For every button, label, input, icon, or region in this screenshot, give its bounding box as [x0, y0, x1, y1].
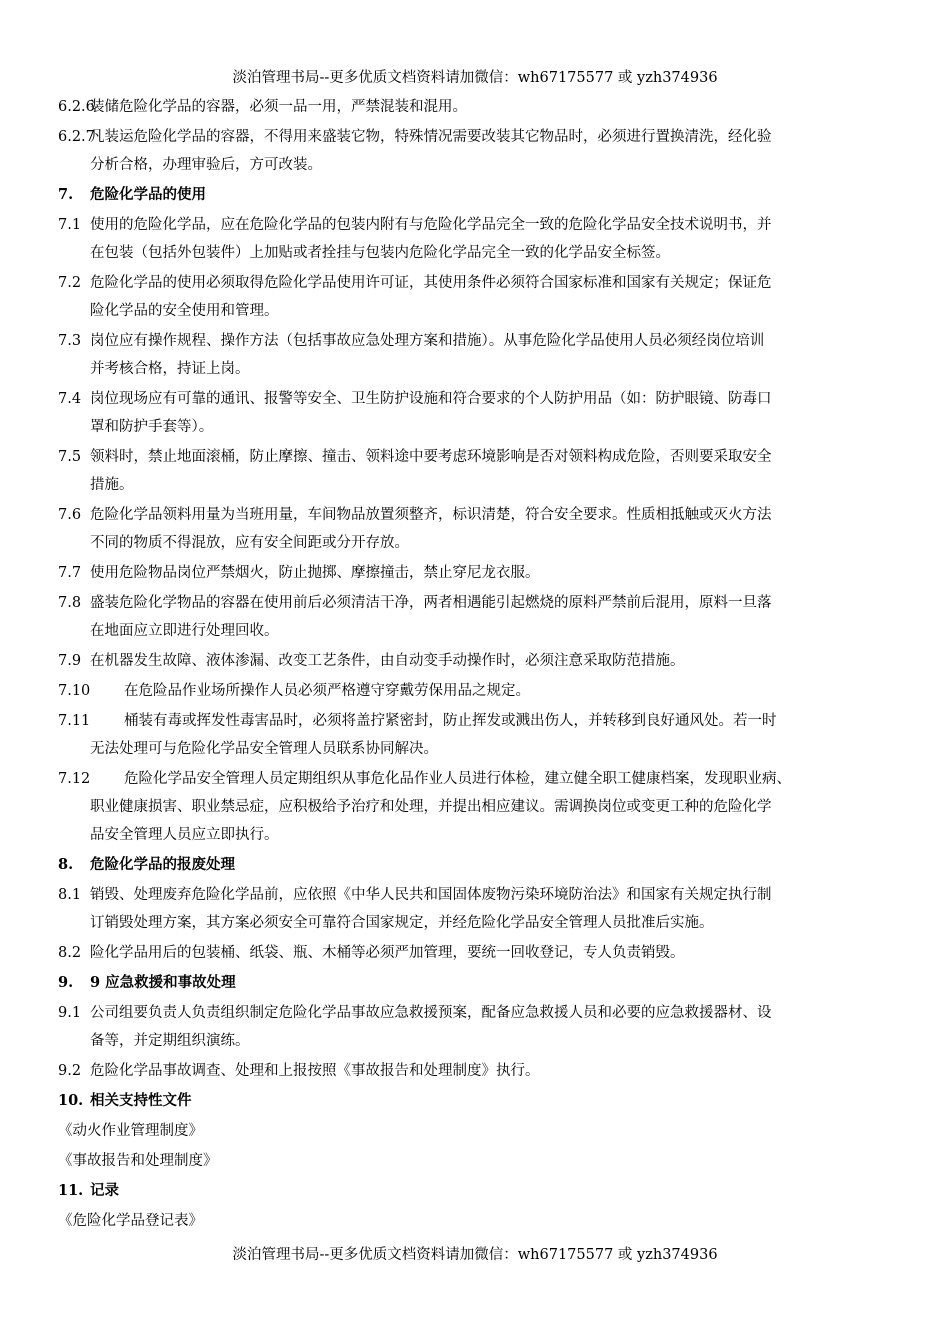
- document-body: [58, 93, 903, 1237]
- clause-text: 危险化学品领料用量为当班用量，车间物品放置须整齐，标识清楚，符合安全要求。性质相抵触或灭火方法: [90, 507, 772, 523]
- clause-paragraph: [58, 123, 903, 179]
- clause-text: 岗位应有操作规程、操作方法（包括事故应急处理方案和措施）。从事危险化学品使用人员必须经岗位培训: [90, 333, 765, 349]
- clause-number: 7.8: [58, 595, 82, 611]
- reference-text: 《动火作业管理制度》: [58, 1123, 203, 1139]
- clause-paragraph: [58, 501, 903, 557]
- clause-text: 凡装运危险化学品的容器，不得用来盛装它物，特殊情况需要改装其它物品时，必须进行置换清洗，经化验: [90, 129, 772, 145]
- clause-number: 6.2.6: [58, 99, 95, 115]
- clause-continuation-line: 在地面应立即进行处理回收。: [90, 623, 279, 639]
- clause-text: 销毁、处理废弃危险化学品前，应依照《中华人民共和国固体废物污染环境防治法》和国家有关规定执行制: [90, 887, 772, 903]
- clause-paragraph: [58, 999, 903, 1055]
- section-number: 7.: [58, 186, 74, 203]
- page-header: 淡泊管理书局--更多优质文档资料请加微信：wh67175577 或 yzh374936: [232, 70, 718, 86]
- clause-text: 危险化学品的使用必须取得危险化学品使用许可证，其使用条件必须符合国家标准和国家有关规定；保证危: [90, 275, 772, 291]
- clause-paragraph: [58, 647, 903, 675]
- clause-first-line: [58, 93, 903, 121]
- clause-text: 危险化学品事故调查、处理和上报按照《事故报告和处理制度》执行。: [90, 1063, 540, 1079]
- clause-text: 使用危险物品岗位严禁烟火，防止抛掷、摩擦撞击，禁止穿尼龙衣服。: [90, 565, 540, 581]
- section-title: 危险化学品的报废处理: [90, 856, 235, 873]
- clause-number: 7.12: [58, 771, 91, 787]
- clause-text: 装储危险化学品的容器，必须一品一用，严禁混装和混用。: [90, 99, 467, 115]
- section-heading-line: [58, 1177, 903, 1205]
- clause-number: 7.9: [58, 653, 82, 669]
- clause-first-line: [58, 765, 903, 793]
- clause-first-line: [58, 647, 903, 675]
- clause-number: 7.10: [58, 683, 91, 699]
- section-heading-line: [58, 851, 903, 879]
- section-heading-line: [58, 181, 903, 209]
- clause-first-line: [58, 589, 903, 617]
- section-number: 10.: [58, 1092, 84, 1109]
- clause-continuation-line: 职业健康损害、职业禁忌症，应积极给予治疗和处理，并提出相应建议。需调换岗位或变更工种的危险化学: [90, 799, 772, 815]
- clause-paragraph: [58, 211, 903, 267]
- section-heading: [58, 1177, 903, 1205]
- reference-text: 《危险化学品登记表》: [58, 1213, 203, 1229]
- clause-paragraph: [58, 677, 903, 705]
- clause-paragraph: [58, 385, 903, 441]
- clause-paragraph: [58, 589, 903, 645]
- reference-text: 《事故报告和处理制度》: [58, 1153, 218, 1169]
- section-title: 相关支持性文件: [90, 1092, 192, 1109]
- clause-text: 桶装有毒或挥发性毒害品时，必须将盖拧紧密封，防止挥发或溅出伤人，并转移到良好通风处。若一时: [124, 713, 777, 729]
- clause-number: 6.2.7: [58, 129, 95, 145]
- clause-text: 岗位现场应有可靠的通讯、报警等安全、卫生防护设施和符合要求的个人防护用品（如：防护眼镜、防毒口: [90, 391, 772, 407]
- clause-continuation-line: 措施。: [90, 477, 134, 493]
- clause-first-line: [58, 939, 903, 967]
- clause-continuation-line: 订销毁处理方案，其方案必须安全可靠符合国家规定，并经危险化学品安全管理人员批准后实施。: [90, 915, 714, 931]
- clause-text: 盛装危险化学物品的容器在使用前后必须清洁干净，两者相遇能引起燃烧的原料严禁前后混用，原料一旦落: [90, 595, 772, 611]
- section-heading-line: [58, 1087, 903, 1115]
- clause-paragraph: [58, 939, 903, 967]
- clause-text: 在机器发生故障、液体渗漏、改变工艺条件，由自动变手动操作时，必须注意采取防范措施。: [90, 653, 685, 669]
- clause-paragraph: [58, 327, 903, 383]
- clause-text: 在危险品作业场所操作人员必须严格遵守穿戴劳保用品之规定。: [124, 683, 530, 699]
- clause-text: 险化学品用后的包装桶、纸袋、瓶、木桶等必须严加管理，要统一回收登记，专人负责销毁。: [90, 945, 685, 961]
- clause-first-line: [58, 1057, 903, 1085]
- clause-first-line: [58, 211, 903, 239]
- section-heading: [58, 181, 903, 209]
- clause-continuation-line: 险化学品的安全使用和管理。: [90, 303, 279, 319]
- clause-first-line: [58, 707, 903, 735]
- section-title: 9 应急救援和事故处理: [90, 974, 236, 991]
- section-heading: [58, 1087, 903, 1115]
- clause-continuation-line: 无法处理可与危险化学品安全管理人员联系协同解决。: [90, 741, 438, 757]
- reference-document: [58, 1117, 903, 1145]
- clause-first-line: [58, 443, 903, 471]
- clause-text: 危险化学品安全管理人员定期组织从事危化品作业人员进行体检，建立健全职工健康档案，发现职业病、: [124, 771, 791, 787]
- clause-number: 7.7: [58, 565, 82, 581]
- clause-number: 7.1: [58, 217, 82, 233]
- clause-first-line: [58, 559, 903, 587]
- section-heading: [58, 851, 903, 879]
- clause-number: 7.11: [58, 713, 91, 729]
- clause-number: 7.5: [58, 449, 82, 465]
- clause-paragraph: [58, 443, 903, 499]
- clause-continuation-line: 在包装（包括外包装件）上加贴或者拴挂与包装内危险化学品完全一致的化学品安全标签。: [90, 245, 670, 261]
- section-title: 记录: [90, 1182, 119, 1199]
- clause-first-line: [58, 327, 903, 355]
- section-title: 危险化学品的使用: [90, 186, 206, 203]
- clause-continuation-line: 备等，并定期组织演练。: [90, 1033, 250, 1049]
- clause-paragraph: [58, 881, 903, 937]
- clause-paragraph: [58, 559, 903, 587]
- reference-document: [58, 1207, 903, 1235]
- clause-first-line: [58, 385, 903, 413]
- clause-continuation-line: 不同的物质不得混放，应有安全间距或分开存放。: [90, 535, 409, 551]
- clause-continuation-line: 罩和防护手套等）。: [90, 419, 214, 435]
- clause-number: 9.1: [58, 1005, 82, 1021]
- clause-continuation-line: 分析合格，办理审验后，方可改装。: [90, 157, 322, 173]
- clause-paragraph: [58, 269, 903, 325]
- page-footer: 淡泊管理书局--更多优质文档资料请加微信：wh67175577 或 yzh374936: [232, 1247, 718, 1263]
- clause-continuation-line: 品安全管理人员应立即执行。: [90, 827, 279, 843]
- section-number: 9.: [58, 974, 74, 991]
- section-number: 11.: [58, 1182, 84, 1199]
- clause-number: 7.6: [58, 507, 82, 523]
- section-heading: [58, 969, 903, 997]
- clause-number: 7.3: [58, 333, 82, 349]
- clause-paragraph: [58, 1057, 903, 1085]
- clause-number: 8.1: [58, 887, 82, 903]
- clause-first-line: [58, 881, 903, 909]
- clause-first-line: [58, 999, 903, 1027]
- clause-paragraph: [58, 707, 903, 763]
- clause-first-line: [58, 123, 903, 151]
- clause-first-line: [58, 269, 903, 297]
- clause-paragraph: [58, 93, 903, 121]
- clause-text: 使用的危险化学品，应在危险化学品的包装内附有与危险化学品完全一致的危险化学品安全技术说明书，并: [90, 217, 772, 233]
- section-number: 8.: [58, 856, 74, 873]
- section-heading-line: [58, 969, 903, 997]
- clause-number: 8.2: [58, 945, 82, 961]
- clause-first-line: [58, 677, 903, 705]
- clause-text: 公司组要负责人负责组织制定危险化学品事故应急救援预案，配备应急救援人员和必要的应急救援器材、设: [90, 1005, 772, 1021]
- clause-number: 9.2: [58, 1063, 82, 1079]
- clause-number: 7.2: [58, 275, 82, 291]
- clause-text: 领料时，禁止地面滚桶，防止摩擦、撞击、领料途中要考虑环境影响是否对领料构成危险，否则要采取安全: [90, 449, 772, 465]
- clause-first-line: [58, 501, 903, 529]
- clause-paragraph: [58, 765, 903, 849]
- clause-number: 7.4: [58, 391, 82, 407]
- clause-continuation-line: 并考核合格，持证上岗。: [90, 361, 250, 377]
- reference-document: [58, 1147, 903, 1175]
